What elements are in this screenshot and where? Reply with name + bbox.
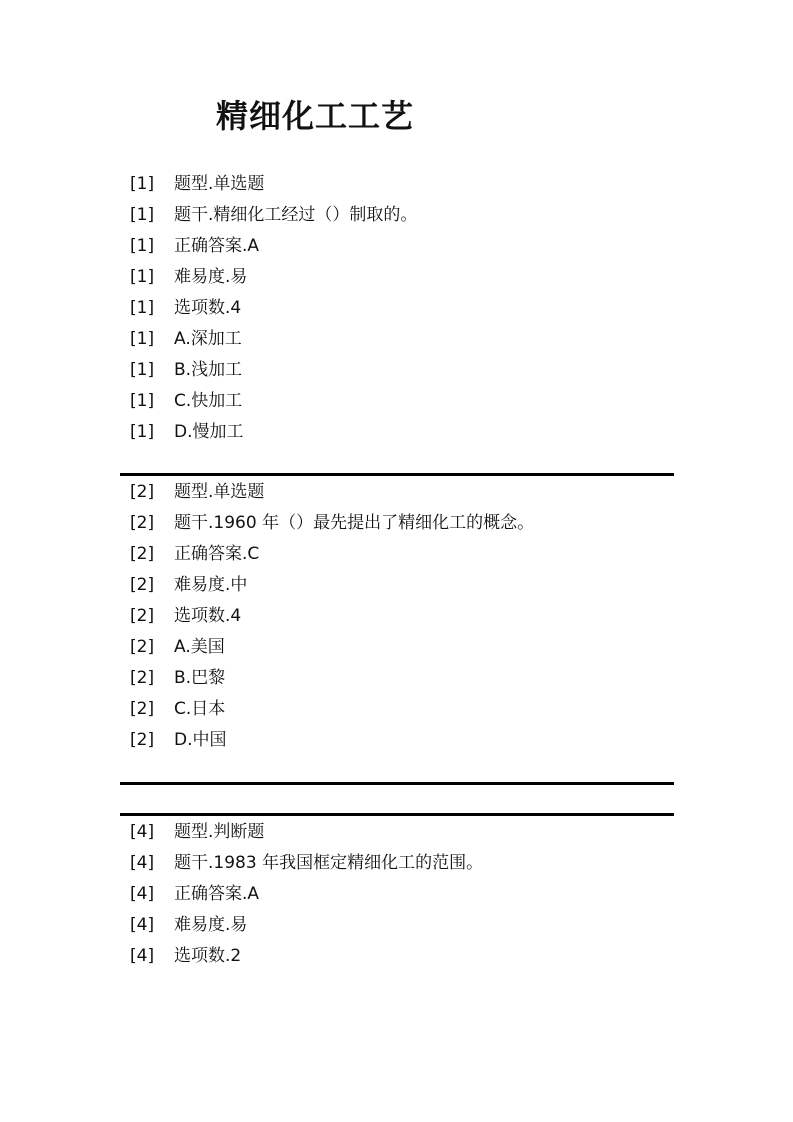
question-index: [1]: [130, 267, 155, 287]
correct-answer: 正确答案.A: [174, 236, 260, 256]
difficulty: 难易度.易: [174, 267, 248, 287]
question-index: [2]: [130, 482, 155, 502]
question-row-option-d: [130, 725, 534, 756]
question-stem: 题干.1983 年我国框定精细化工的范围。: [174, 853, 484, 873]
question-row-stem: [130, 848, 483, 879]
correct-answer: 正确答案.C: [174, 544, 260, 564]
question-row-option-c: [130, 386, 417, 417]
question-row-option-b: [130, 355, 417, 386]
question-stem: 题干.精细化工经过（）制取的。: [174, 205, 418, 225]
question-stem: 题干.1960 年（）最先提出了精细化工的概念。: [174, 513, 535, 533]
option-a: A.美国: [174, 637, 225, 657]
question-row-option-d: [130, 417, 417, 448]
question-row-option-c: [130, 694, 534, 725]
section-divider: [120, 813, 674, 816]
question-index: [4]: [130, 853, 155, 873]
question-row-stem: [130, 508, 534, 539]
question-block-2: [130, 477, 534, 756]
question-row-option-count: [130, 601, 534, 632]
question-row-type: [130, 477, 534, 508]
page-title: 精细化工工艺: [216, 97, 415, 135]
option-c: C.日本: [174, 699, 226, 719]
question-type: 题型.单选题: [174, 482, 265, 502]
question-index: [4]: [130, 822, 155, 842]
question-row-difficulty: [130, 910, 483, 941]
question-row-option-count: [130, 941, 483, 972]
question-row-option-a: [130, 632, 534, 663]
question-index: [1]: [130, 298, 155, 318]
question-index: [1]: [130, 329, 155, 349]
option-a: A.深加工: [174, 329, 242, 349]
question-row-answer: [130, 539, 534, 570]
option-count: 选项数.2: [174, 946, 242, 966]
option-b: B.巴黎: [174, 668, 226, 688]
question-type: 题型.判断题: [174, 822, 265, 842]
question-index: [4]: [130, 884, 155, 904]
question-index: [2]: [130, 730, 155, 750]
option-c: C.快加工: [174, 391, 243, 411]
question-row-answer: [130, 879, 483, 910]
question-index: [1]: [130, 391, 155, 411]
question-index: [1]: [130, 422, 155, 442]
question-row-option-count: [130, 293, 417, 324]
question-row-type: [130, 169, 417, 200]
correct-answer: 正确答案.A: [174, 884, 260, 904]
question-index: [2]: [130, 668, 155, 688]
option-count: 选项数.4: [174, 606, 242, 626]
question-index: [4]: [130, 946, 155, 966]
question-index: [1]: [130, 205, 155, 225]
question-index: [2]: [130, 575, 155, 595]
difficulty: 难易度.中: [174, 575, 248, 595]
question-row-difficulty: [130, 570, 534, 601]
option-d: D.慢加工: [174, 422, 244, 442]
question-index: [4]: [130, 915, 155, 935]
option-d: D.中国: [174, 730, 227, 750]
question-row-type: [130, 817, 483, 848]
question-index: [2]: [130, 513, 155, 533]
section-divider: [120, 782, 674, 785]
question-row-difficulty: [130, 262, 417, 293]
question-row-option-a: [130, 324, 417, 355]
question-index: [2]: [130, 544, 155, 564]
question-block-4: [130, 817, 483, 972]
option-b: B.浅加工: [174, 360, 243, 380]
question-index: [1]: [130, 174, 155, 194]
question-row-stem: [130, 200, 417, 231]
question-index: [2]: [130, 699, 155, 719]
question-index: [2]: [130, 637, 155, 657]
question-row-answer: [130, 231, 417, 262]
question-type: 题型.单选题: [174, 174, 265, 194]
difficulty: 难易度.易: [174, 915, 248, 935]
question-block-1: [130, 169, 417, 448]
section-divider: [120, 473, 674, 476]
question-index: [1]: [130, 236, 155, 256]
option-count: 选项数.4: [174, 298, 242, 318]
question-row-option-b: [130, 663, 534, 694]
question-index: [2]: [130, 606, 155, 626]
question-index: [1]: [130, 360, 155, 380]
